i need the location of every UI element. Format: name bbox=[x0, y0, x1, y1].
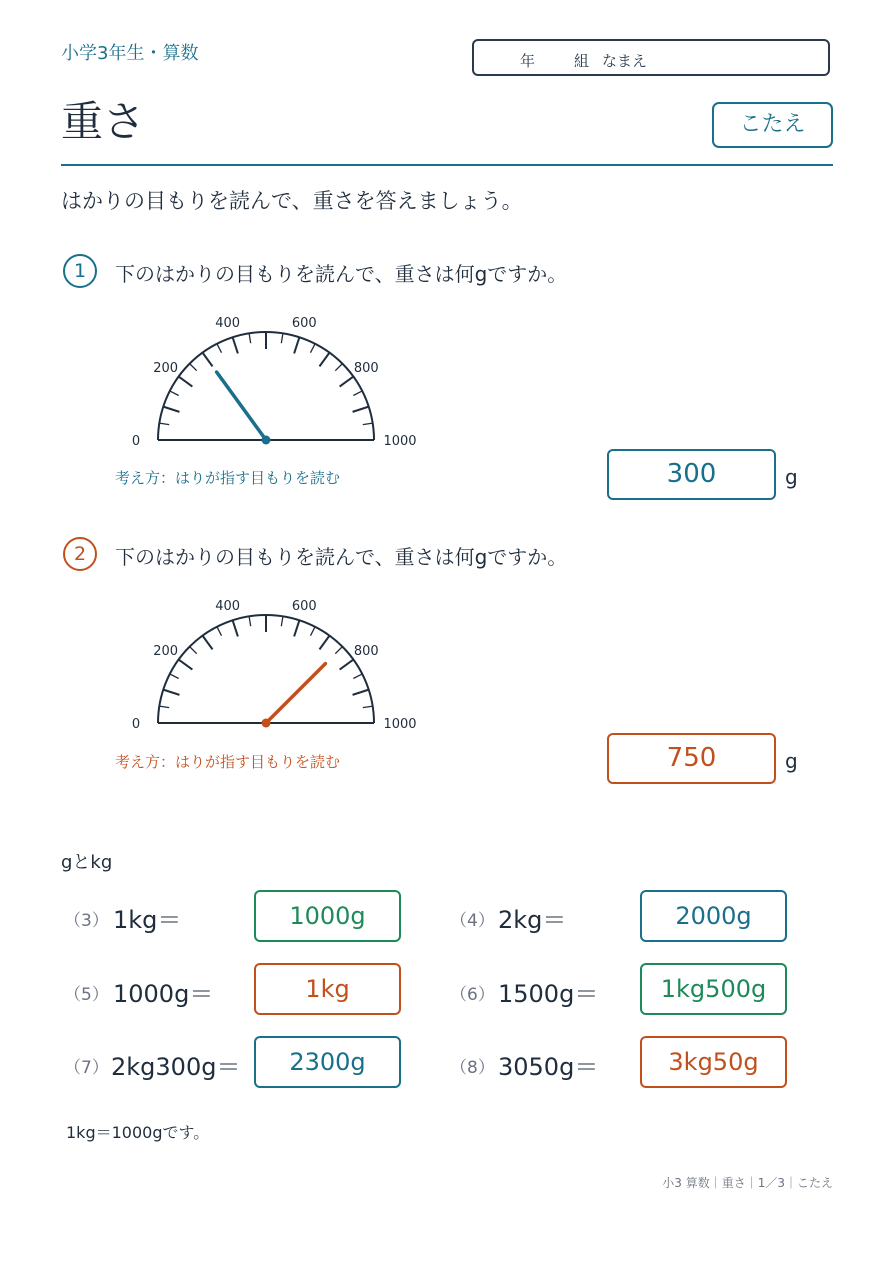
gauge-tick-label: 600 bbox=[291, 599, 317, 615]
gauge-tick-label: 0 bbox=[131, 434, 141, 449]
section-heading: gとkg bbox=[61, 852, 113, 873]
gauge-tick bbox=[363, 706, 373, 708]
exercise-4-answer-box[interactable]: 2000g bbox=[640, 890, 787, 942]
instruction: はかりの目もりを読んで、重さを答えましょう。 bbox=[61, 189, 523, 213]
gauge-tick bbox=[159, 423, 169, 425]
gauge-tick-label: 800 bbox=[353, 361, 379, 377]
gauge-tick bbox=[190, 647, 197, 654]
question-2-unit: g bbox=[785, 749, 798, 773]
gauge-tick-label: 600 bbox=[291, 316, 317, 332]
gauge-tick bbox=[163, 690, 179, 695]
exercise-6-expr: 1500g＝ bbox=[498, 980, 599, 1008]
gauge-tick bbox=[340, 377, 354, 387]
gauge-hub bbox=[262, 436, 271, 445]
gauge-tick bbox=[281, 616, 283, 626]
conversion-note: 1kg＝1000gです。 bbox=[66, 1123, 210, 1142]
exercise-8-number: （8） bbox=[450, 1058, 495, 1078]
exercise-5-expr: 1000g＝ bbox=[113, 980, 214, 1008]
gauge-hub bbox=[262, 719, 271, 728]
gauge-tick bbox=[179, 377, 193, 387]
gauge-tick bbox=[159, 706, 169, 708]
exercise-7-number: （7） bbox=[64, 1058, 109, 1078]
question-1-answer-box[interactable]: 300 bbox=[607, 449, 776, 500]
grade-subject: 小学3年生・算数 bbox=[61, 43, 199, 64]
gauge-tick bbox=[294, 620, 299, 636]
answer-tag: こたえ bbox=[712, 102, 833, 148]
gauge-tick bbox=[203, 353, 213, 367]
gauge-tick bbox=[217, 627, 222, 636]
exercise-5-answer-box[interactable]: 1kg bbox=[254, 963, 401, 1015]
question-1-unit: g bbox=[785, 465, 798, 489]
gauge-tick bbox=[249, 616, 251, 626]
gauge-tick bbox=[353, 391, 362, 396]
gauge-tick bbox=[233, 620, 238, 636]
exercise-7-answer-box[interactable]: 2300g bbox=[254, 1036, 401, 1088]
exercise-8-expr: 3050g＝ bbox=[498, 1053, 599, 1081]
gauge-tick bbox=[217, 344, 222, 353]
question-2-number: 2 bbox=[63, 537, 97, 571]
gauge-tick bbox=[249, 333, 251, 343]
name-class-label: 組 bbox=[574, 52, 590, 70]
gauge-tick bbox=[281, 333, 283, 343]
question-1-number: 1 bbox=[63, 254, 97, 288]
exercise-3-expr: 1kg＝ bbox=[113, 906, 182, 934]
exercise-7-expr: 2kg300g＝ bbox=[111, 1053, 241, 1081]
gauge-tick-label: 1000 bbox=[383, 717, 417, 732]
gauge-tick bbox=[310, 627, 315, 636]
exercise-6-number: （6） bbox=[450, 985, 495, 1005]
gauge-tick bbox=[340, 660, 354, 670]
page-title: 重さ bbox=[61, 97, 146, 146]
gauge-needle bbox=[266, 664, 325, 723]
gauge-tick bbox=[363, 423, 373, 425]
name-field[interactable] bbox=[472, 39, 830, 76]
gauge-tick bbox=[335, 364, 342, 371]
gauge-tick-label: 400 bbox=[215, 316, 241, 332]
gauge-tick bbox=[310, 344, 315, 353]
name-label: なまえ bbox=[602, 52, 648, 70]
question-2-hint: 考え方：はりが指す目もりを読む bbox=[115, 753, 341, 771]
gauge-tick bbox=[319, 353, 329, 367]
gauge-tick bbox=[190, 364, 197, 371]
gauge-tick bbox=[319, 636, 329, 650]
exercise-3-answer-box[interactable]: 1000g bbox=[254, 890, 401, 942]
gauge-tick bbox=[335, 647, 342, 654]
question-2-answer-box[interactable]: 750 bbox=[607, 733, 776, 784]
gauge-tick-label: 200 bbox=[153, 644, 179, 660]
gauge-tick bbox=[179, 660, 193, 670]
gauge-needle bbox=[217, 372, 266, 440]
exercise-4-number: （4） bbox=[450, 911, 495, 931]
question-2-text: 下のはかりの目もりを読んで、重さは何gですか。 bbox=[115, 545, 568, 569]
gauge-tick-label: 1000 bbox=[383, 434, 417, 449]
gauge-tick bbox=[203, 636, 213, 650]
exercise-6-answer-box[interactable]: 1kg500g bbox=[640, 963, 787, 1015]
exercise-4-expr: 2kg＝ bbox=[498, 906, 567, 934]
gauge-tick bbox=[170, 674, 179, 679]
gauge-tick-label: 400 bbox=[215, 599, 241, 615]
scale-gauge-2 bbox=[110, 583, 440, 743]
gauge-tick bbox=[233, 337, 238, 353]
gauge-tick-label: 0 bbox=[131, 717, 141, 732]
gauge-tick bbox=[170, 391, 179, 396]
question-1-text: 下のはかりの目もりを読んで、重さは何gですか。 bbox=[115, 262, 568, 286]
gauge-tick-label: 200 bbox=[153, 361, 179, 377]
gauge-tick bbox=[353, 407, 369, 412]
gauge-tick bbox=[353, 690, 369, 695]
exercise-3-number: （3） bbox=[64, 911, 109, 931]
gauge-tick bbox=[353, 674, 362, 679]
name-year-label: 年 bbox=[520, 52, 536, 70]
page-footer: 小3 算数｜重さ｜1／3｜こたえ bbox=[662, 1176, 833, 1190]
divider bbox=[61, 164, 833, 166]
exercise-5-number: （5） bbox=[64, 985, 109, 1005]
gauge-tick bbox=[163, 407, 179, 412]
exercise-8-answer-box[interactable]: 3kg50g bbox=[640, 1036, 787, 1088]
gauge-tick-label: 800 bbox=[353, 644, 379, 660]
scale-gauge-1 bbox=[110, 300, 440, 460]
question-1-hint: 考え方：はりが指す目もりを読む bbox=[115, 469, 341, 487]
gauge-tick bbox=[294, 337, 299, 353]
